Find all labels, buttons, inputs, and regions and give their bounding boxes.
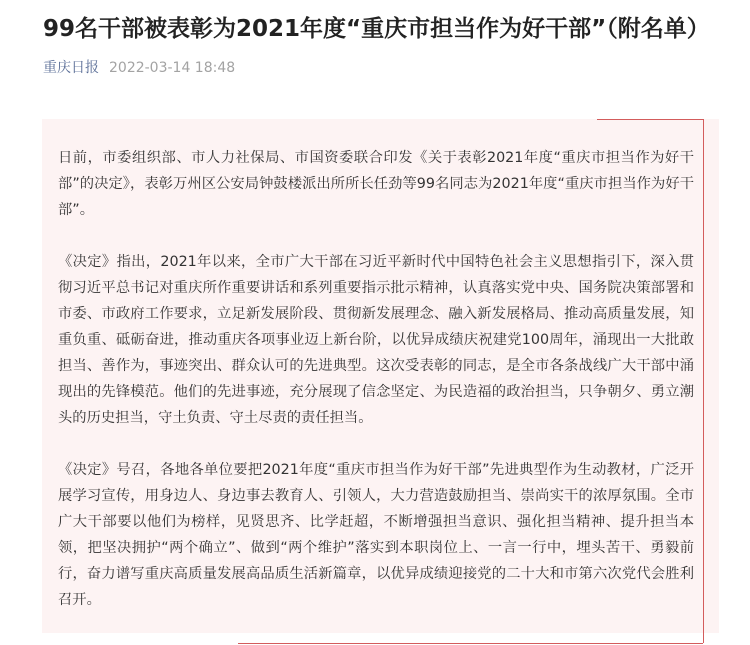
card-border-top [597,119,703,120]
paragraph-1: 日前，市委组织部、市人力社保局、市国资委联合印发《关于表彰2021年度“重庆市担当作为好干部”的决定》，表彰万州区公安局钟鼓楼派出所所长任劲等99名同志为2021年度“重庆市担当作为好干部”。 [58,150,694,218]
card-border-bottom [238,643,703,644]
publish-time: 2022-03-14 18:48 [109,60,236,76]
paragraph-3: 《决定》号召，各地各单位要把2021年度“重庆市担当作为好干部”先进典型作为生动教材，广泛开展学习宣传，用身边人、身边事去教育人、引领人，大力营造鼓励担当、崇尚实干的浓厚氛围。全市广大干部要以他们为榜样，见贤思齐、比学赶超，不断增强担当意识、强化担当精神、提升担当本领，把坚决拥护“两个确立”、做到“两个维护”落实到本职岗位上、一言一行中，埋头苦干、勇毅前行，奋力谱写重庆高质量发展高品质生活新篇章，以优异成绩迎接党的二十大和市第六次党代会胜利召开。 [58,462,694,608]
card-border-right [703,119,704,643]
article-meta [43,58,235,78]
article-title: 99名干部被表彰为2021年度“重庆市担当作为好干部”（附名单） [43,16,710,42]
article-body [58,145,694,639]
source-link[interactable]: 重庆日报 [43,60,99,76]
paragraph-2: 《决定》指出，2021年以来，全市广大干部在习近平新时代中国特色社会主义思想指引下，深入贯彻习近平总书记对重庆所作重要讲话和系列重要指示批示精神，认真落实党中央、国务院决策部署和市委、市政府工作要求，立足新发展阶段、贯彻新发展理念、融入新发展格局、推动高质量发展，知重负重、砥砺奋进，推动重庆各项事业迈上新台阶，以优异成绩庆祝建党100周年，涌现出一大批敢担当、善作为，事迹突出、群众认可的先进典型。这次受表彰的同志，是全市各条战线广大干部中涌现出的先锋模范。他们的先进事迹，充分展现了信念坚定、为民造福的政治担当，只争朝夕、勇立潮头的历史担当，守土负责、守土尽责的责任担当。 [58,254,694,426]
